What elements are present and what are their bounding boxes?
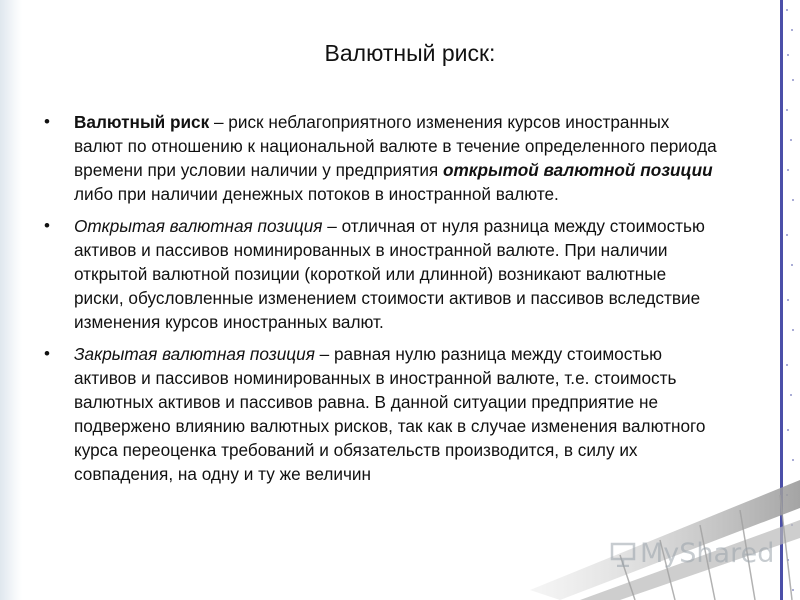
- term-open-position: открытой валютной позиции: [443, 160, 713, 180]
- presentation-board-icon: [610, 541, 636, 567]
- bullet-item: [38, 214, 718, 334]
- left-decorative-strip: [0, 0, 22, 600]
- bullet-item: [38, 110, 718, 206]
- term-closed-currency-position: Закрытая валютная позиция: [74, 344, 315, 364]
- watermark-text: MyShared: [640, 538, 775, 569]
- bullet-marker: •: [44, 344, 50, 363]
- bullet-item: [38, 342, 718, 486]
- bullet-marker: •: [44, 216, 50, 235]
- slide-title: Валютный риск:: [324, 40, 496, 66]
- bullet-marker: •: [44, 112, 50, 131]
- term-open-currency-position: Открытая валютная позиция: [74, 216, 323, 236]
- term-currency-risk: Валютный риск: [74, 112, 210, 132]
- slide-content: [38, 110, 718, 494]
- watermark: [610, 538, 774, 569]
- bullet-text: либо при наличии денежных потоков в иностранной валюте.: [74, 184, 559, 204]
- bullet-text: – отличная от нуля разница между стоимостью активов и пассивов номинированных в иностранной валюте. При наличии открытой валютной позиции (короткой или длинной) возникают валютные риски, обусловленные изменением стоимости активов и пассивов вследствие изменения курсов иностранных валют.: [74, 216, 705, 332]
- bullet-text: – равная нулю разница между стоимостью активов и пассивов номинированных в иностранной валюте, т.е. стоимость валютных активов и пассивов равна. В данной ситуации предприятие не подвержено влиянию валютных рисков, так как в случае изменения валютного курса переоценка требований и обязательств производится, в силу их совпадения, на одну и ту же величин: [74, 344, 706, 484]
- bullet-text: – риск неблагоприятного изменения курсов иностранных валют по отношению к национальной валюте в течение определенного периода времени при условии наличии у предприятия: [74, 112, 717, 180]
